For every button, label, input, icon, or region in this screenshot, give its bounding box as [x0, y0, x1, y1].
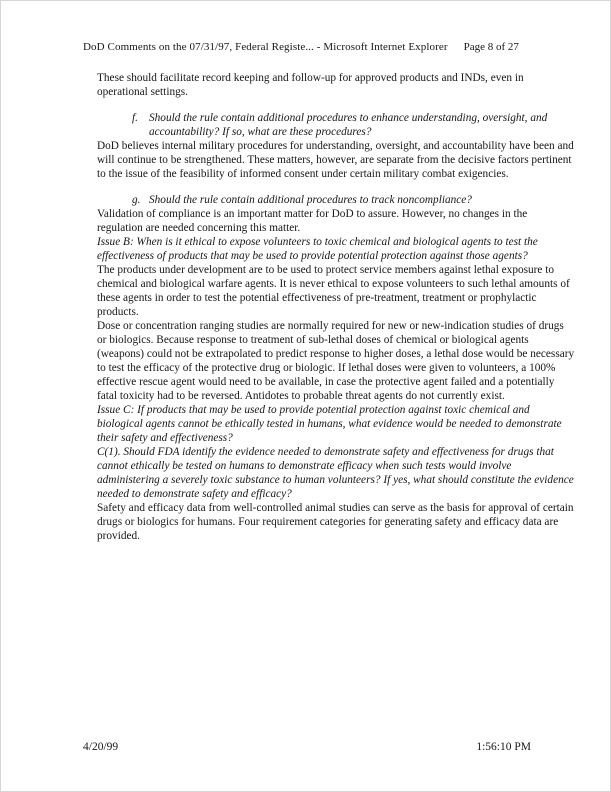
question-item-f: [97, 111, 575, 139]
document-body: [97, 71, 575, 543]
list-marker-g: g.: [132, 194, 141, 206]
issue-c-heading: Issue C: If products that may be used to provide potential protection against toxic chemical and biological agents cannot be ethically tested in humans, what evidence would be needed to demonstrate their safety and effectiveness?: [97, 404, 562, 444]
print-date: 4/20/99: [83, 741, 119, 753]
issue-b-heading: Issue B: When is it ethical to expose volunteers to toxic chemical and biological agents to test the effectiveness of products that may be used to provide potential protection against those agents?: [97, 236, 538, 262]
paragraph-followup: These should facilitate record keeping and follow-up for approved products and INDs, even in operational settings.: [97, 72, 524, 98]
paragraph-products: The products under development are to be used to protect service members against lethal exposure to chemical and biological warfare agents. It is never ethical to expose volunteers to such lethal amounts of these agents in order to test the potential effectiveness of pre-treatment, treatment or prophylactic products.: [97, 264, 570, 318]
question-f-text: Should the rule contain additional procedures to enhance understanding, oversight, and accountability? If so, what are these procedures?: [149, 112, 548, 138]
header-title: DoD Comments on the 07/31/97, Federal Registe... - Microsoft Internet Explorer: [83, 41, 448, 53]
page-indicator: Page 8 of 27: [463, 41, 519, 53]
page-header: [83, 41, 519, 53]
page-footer: [83, 741, 531, 753]
question-c1: C(1). Should FDA identify the evidence needed to demonstrate safety and effectiveness for drugs that cannot ethically be tested on humans to demonstrate efficacy when such tests would involve administering a severely toxic substance to human volunteers? If yes, what should constitute the evidence needed to demonstrate safety and efficacy?: [97, 446, 574, 500]
paragraph-dose-studies: Dose or concentration ranging studies are normally required for new or new-indication studies of drugs or biologics. Because response to treatment of sub-lethal doses of chemical or biological agents (weapons) could not be extrapolated to predict response to higher doses, a lethal dose would be necessary to test the efficacy of the protective drug or biologic. If lethal doses were given to volunteers, a 100% effective rescue agent would need to be available, in case the protective agent failed and a potentially fatal toxicity had to be reversed. Antidotes to probable threat agents do not currently exist.: [97, 320, 575, 402]
answer-f: DoD believes internal military procedures for understanding, oversight, and accountability have been and will continue to be strengthened. These matters, however, are separate from the decisive factors pertinent to the issue of the feasibility of informed consent under certain military combat exigencies.: [97, 140, 574, 180]
question-item-g: [97, 193, 575, 207]
paragraph-safety-efficacy: Safety and efficacy data from well-controlled animal studies can serve as the basis for approval of certain drugs or biologics for humans. Four requirement categories for generating safety and efficacy data are provided.: [97, 502, 574, 542]
list-marker-f: f.: [132, 112, 138, 124]
answer-g: Validation of compliance is an important matter for DoD to assure. However, no changes in the regulation are needed concerning this matter.: [97, 208, 528, 234]
print-time: 1:56:10 PM: [476, 741, 531, 753]
question-g-text: Should the rule contain additional procedures to track noncompliance?: [149, 194, 472, 206]
